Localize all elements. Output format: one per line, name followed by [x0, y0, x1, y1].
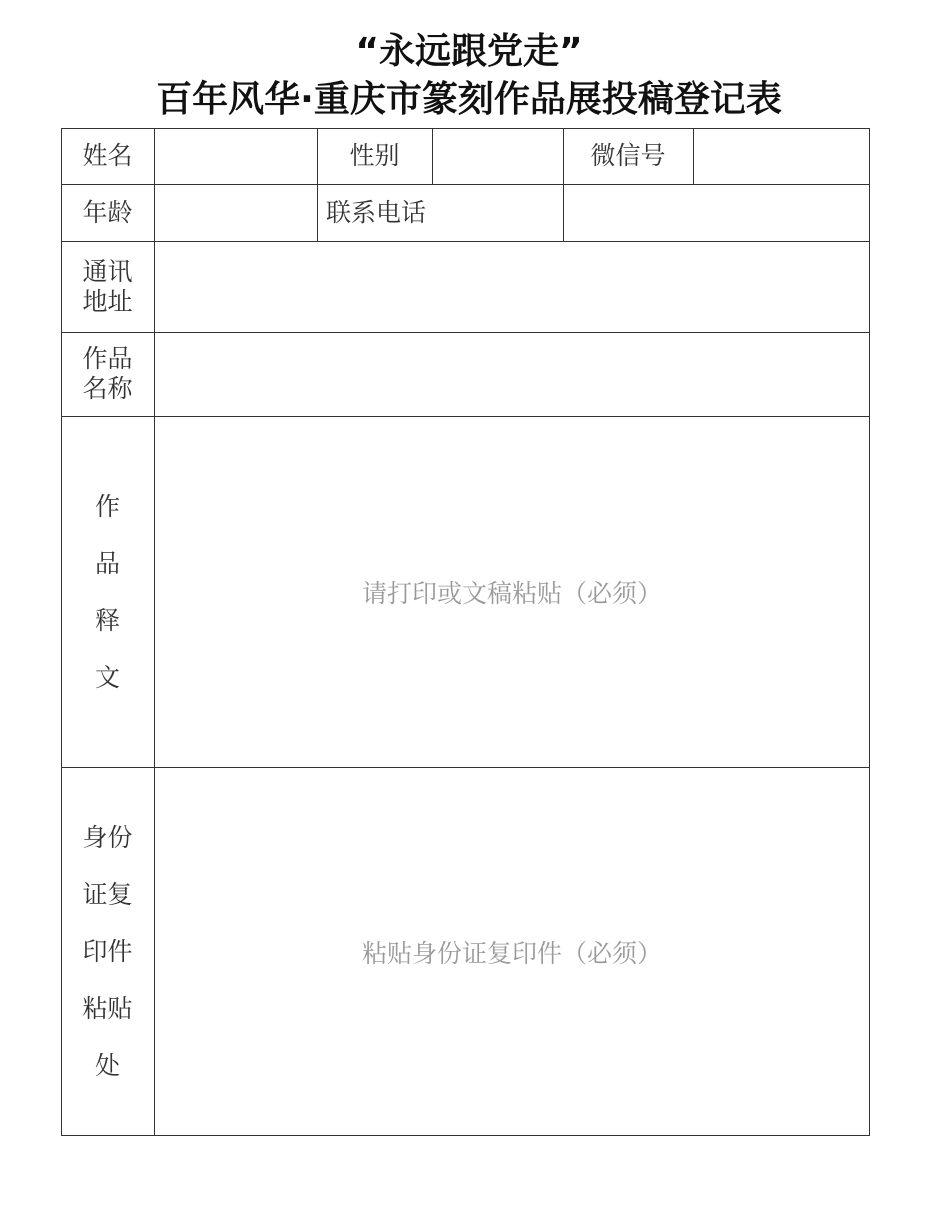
table-border: [61, 1135, 870, 1136]
work-title-label-line: 作品: [82, 344, 133, 373]
address-label: [61, 241, 154, 332]
id-copy-label-line: 处: [94, 1050, 120, 1080]
address-label-line: 通讯: [82, 256, 133, 286]
id-copy-label-line: 印件: [82, 936, 133, 966]
id-copy-label-line: 身份: [82, 822, 133, 852]
work-title-field[interactable]: [155, 333, 869, 416]
form-title-line2: 百年风华·重庆市篆刻作品展投稿登记表: [156, 79, 782, 120]
gender-field[interactable]: [433, 129, 563, 184]
work-text-label-char: 品: [94, 548, 120, 578]
age-field[interactable]: [155, 185, 317, 241]
id-copy-hint: 粘贴身份证复印件（必须）: [361, 938, 662, 968]
id-copy-area[interactable]: [155, 768, 869, 1135]
form-title-line1: “永远跟党走”: [355, 31, 583, 72]
gender-label: 性别: [349, 141, 400, 170]
work-text-label-char: 释: [94, 605, 120, 635]
wechat-label: 微信号: [590, 141, 666, 170]
age-label: 年龄: [82, 197, 133, 227]
wechat-field[interactable]: [694, 129, 869, 184]
table-border: [869, 128, 870, 1135]
address-label-line: 地址: [82, 286, 133, 316]
work-text-label-char: 文: [94, 662, 120, 692]
phone-field[interactable]: [564, 185, 869, 241]
work-title-label-line: 名称: [82, 374, 133, 403]
address-field[interactable]: [155, 242, 869, 332]
name-field[interactable]: [155, 129, 317, 184]
id-copy-label: [61, 767, 154, 1135]
name-label: 姓名: [82, 141, 133, 170]
phone-label: 联系电话: [326, 197, 427, 227]
work-title-label: [61, 332, 154, 416]
work-text-hint: 请打印或文稿粘贴（必须）: [361, 579, 662, 608]
id-copy-label-line: 证复: [82, 879, 133, 909]
work-text-label-char: 作: [94, 491, 120, 521]
id-copy-label-line: 粘贴: [82, 993, 133, 1023]
work-text-area[interactable]: [155, 417, 869, 767]
work-text-label: [61, 416, 154, 767]
